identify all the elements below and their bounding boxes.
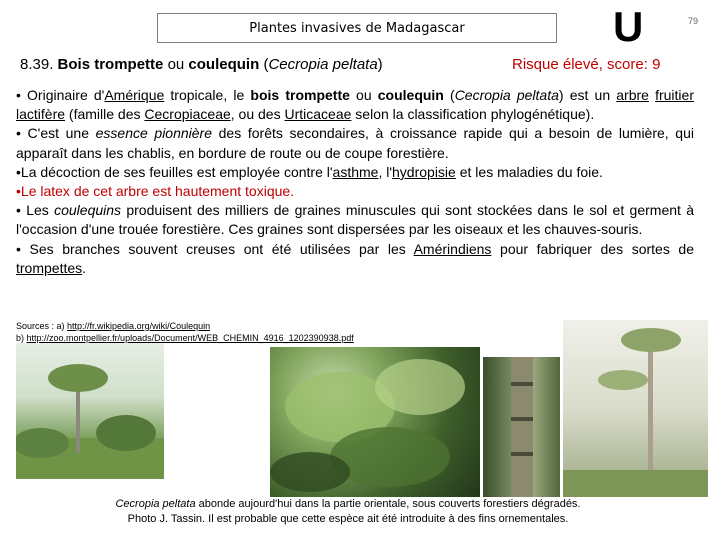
heading-sci-close: ) [377,56,383,73]
link-lactifere[interactable]: lactifère [16,106,66,123]
heading-name-1: Bois trompette [57,56,164,73]
heading-sci-name: Cecropia peltata [268,56,378,73]
text: • C'est une [16,125,96,142]
photo-tree-field-illustration [16,343,164,479]
source-a [16,320,354,332]
link-urticaceae[interactable]: Urticaceae [284,106,352,123]
text: ou [349,87,378,103]
species-heading [20,56,383,73]
link-fruitier[interactable]: fruitier [655,87,694,103]
link-asthme[interactable]: asthme [332,163,379,180]
paragraph-uses [16,163,694,182]
paragraph-trumpets [16,240,694,278]
photo-caption [88,497,608,527]
source-a-link[interactable]: http://fr.wikipedia.org/wiki/Coulequin [67,321,211,331]
text: pour fabriquer des sortes de [491,240,694,257]
paragraph-seeds [16,201,694,239]
text: selon la classification phylogénétique). [351,106,595,123]
photo-trunk [483,357,560,497]
heading-name-2: coulequin [188,56,260,73]
risk-letter: U [613,3,644,50]
text: ( [443,87,455,103]
link-trompettes[interactable]: trompettes [16,259,83,276]
text: . [82,259,87,276]
caption-line-1 [88,497,608,512]
photo-tall-tree-illustration [563,320,708,497]
photo-trunk-illustration [483,357,560,497]
heading-sci-open: ( [263,56,269,73]
page-number: 79 [688,16,699,26]
link-arbre[interactable]: arbre [616,87,649,103]
source-a-prefix: Sources : a) [16,321,68,331]
text: tropicale, le [164,87,251,103]
paragraph-origin [16,86,694,124]
text: , ou des [230,106,285,123]
link-hydropisie[interactable]: hydropisie [392,163,456,180]
text: (famille des [65,106,145,123]
text: et les maladies du foie. [455,163,603,180]
text-italic: coulequins [54,202,122,219]
caption-text-1: abonde aujourd'hui dans la partie orientale, sous couverts forestiers dégradés. [195,498,581,510]
source-b-link[interactable]: http://zoo.montpellier.fr/uploads/Document/WEB_CHEMIN_4916_1202390938.pdf [26,333,354,343]
text-italic: essence pionnière [95,125,213,142]
text: , l' [378,163,393,180]
text: • Ses branches souvent creuses ont été utilisées par les [16,240,414,257]
paragraph-pioneer [16,124,694,162]
paragraph-toxic: •Le latex de cet arbre est hautement toxique. [16,183,295,200]
text: • Originaire d' [16,87,105,103]
link-cecropiaceae[interactable]: Cecropiaceae [144,106,231,123]
heading-number: 8.39. [20,56,54,73]
link-amerique[interactable]: Amérique [104,87,165,103]
description-body [16,86,694,278]
link-amerindiens[interactable]: Amérindiens [413,240,492,257]
sources [16,320,354,344]
caption-sci-name: Cecropia peltata [115,498,196,510]
text: • Les [16,202,55,219]
source-b-prefix: b) [16,333,27,343]
photo-leaves [270,347,480,497]
header-title-box [157,13,557,43]
text-bold: coulequin [377,87,444,103]
text: ) est un [558,87,617,103]
text: produisent des milliers de graines minuscules qui sont stockées dans le sol et germent à l'occasion d'une trouée forestière. Ces graines sont dispersées par les oiseaux et les chauves-souris. [16,202,694,238]
text-italic: Cecropia peltata [454,87,559,103]
heading-connector: ou [167,56,185,73]
risk-score: Risque élevé, score: 9 [512,56,661,73]
photo-tree-field [16,343,164,479]
text: des forêts secondaires, à croissance rapide qui a besoin de lumière, qui apparaît dans les chablis, en bordure de route ou de coupe forestière. [16,125,694,161]
text-bold: bois trompette [250,87,350,103]
caption-line-2: Photo J. Tassin. Il est probable que cette espèce ait été introduite à des fins ornementales. [127,513,569,525]
text: •La décoction de ses feuilles est employée contre l' [16,163,333,180]
photo-leaves-illustration [270,347,480,497]
photo-tall-tree [563,320,708,497]
header-title: Plantes invasives de Madagascar [249,20,465,36]
